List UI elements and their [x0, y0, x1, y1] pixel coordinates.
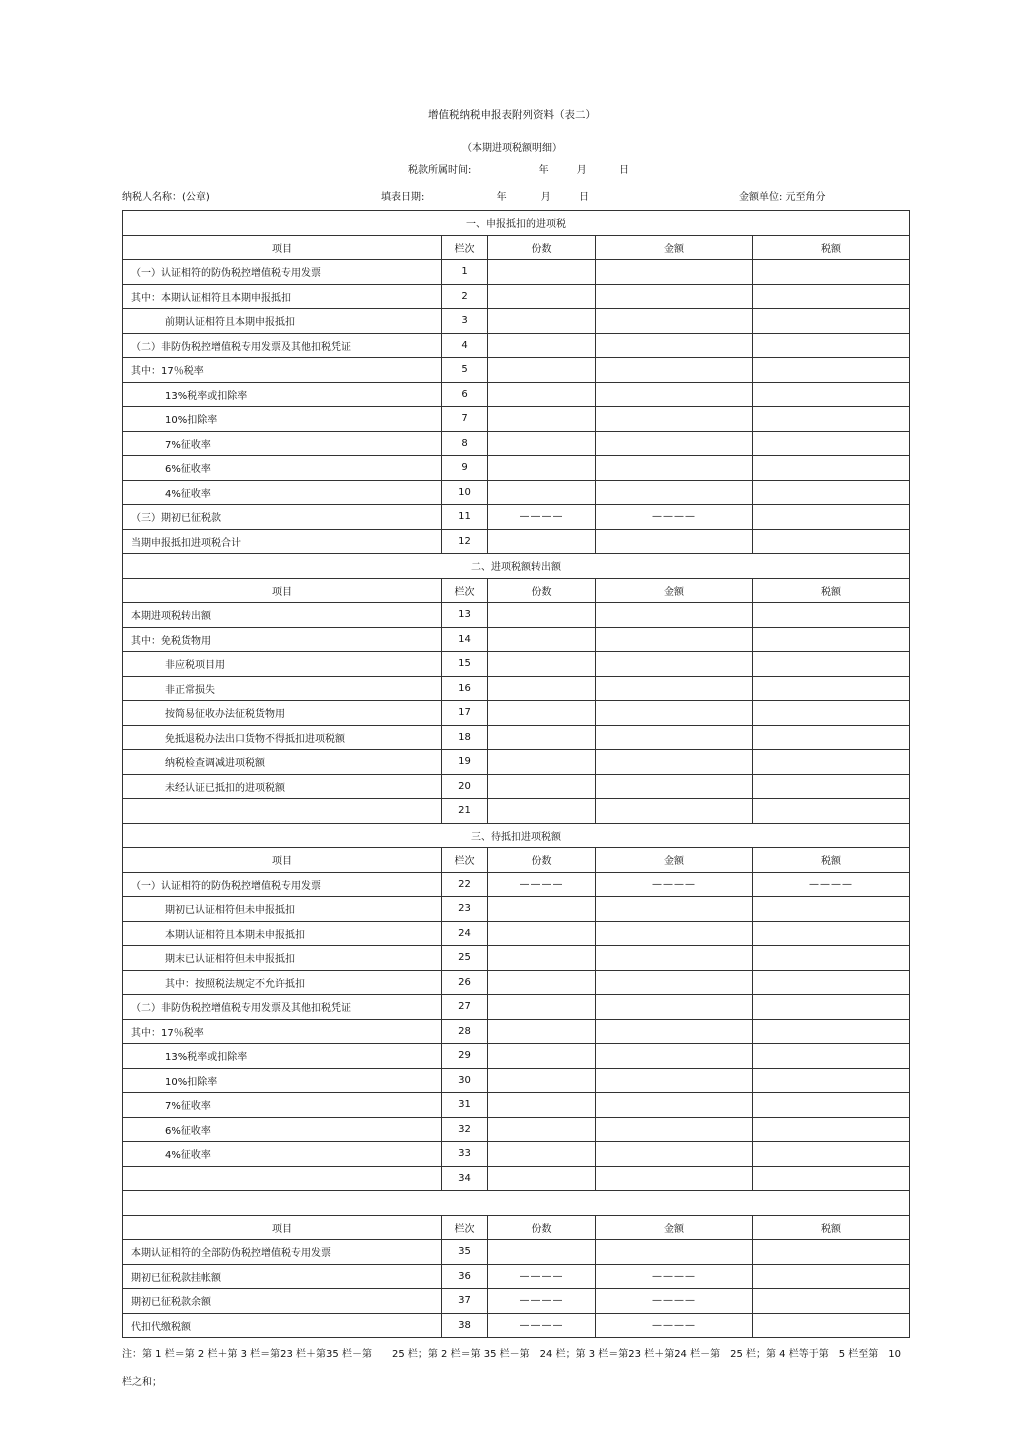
row-line-number: 10 [442, 480, 488, 505]
row-item-label: 10%扣除率 [123, 407, 442, 432]
cell-count-input[interactable] [488, 725, 596, 750]
cell-count-input[interactable] [488, 774, 596, 799]
column-header-tax: 税额 [753, 1215, 910, 1240]
column-header-count: 份数 [488, 848, 596, 873]
cell-amount-input[interactable] [596, 529, 753, 554]
cell-count-na: ———— [488, 1313, 596, 1338]
row-item-label: （二）非防伪税控增值税专用发票及其他扣税凭证 [123, 995, 442, 1020]
row-item-label [123, 1166, 442, 1191]
cell-amount-input[interactable] [596, 652, 753, 677]
row-line-number: 2 [442, 284, 488, 309]
cell-tax-input[interactable] [753, 284, 910, 309]
column-header-amount: 金额 [596, 235, 753, 260]
cell-count-input[interactable] [488, 1044, 596, 1069]
form-subtitle: （本期进项税额明细） [462, 143, 562, 154]
row-line-number: 36 [442, 1264, 488, 1289]
cell-tax-input[interactable] [753, 480, 910, 505]
cell-amount-na: ———— [596, 1313, 753, 1338]
cell-tax-input[interactable] [753, 921, 910, 946]
row-line-number: 18 [442, 725, 488, 750]
cell-count-input[interactable] [488, 799, 596, 824]
column-header-tax: 税额 [753, 578, 910, 603]
table-row [123, 431, 910, 456]
section-header-row [123, 823, 910, 848]
cell-tax-input[interactable] [753, 407, 910, 432]
cell-count-input[interactable] [488, 407, 596, 432]
cell-count-input[interactable] [488, 529, 596, 554]
row-line-number: 1 [442, 260, 488, 285]
table-row [123, 872, 910, 897]
table-row [123, 309, 910, 334]
table-row [123, 529, 910, 554]
table-row [123, 284, 910, 309]
table-row [123, 921, 910, 946]
cell-amount-input[interactable] [596, 970, 753, 995]
column-header-row [123, 1215, 910, 1240]
cell-tax-input[interactable] [753, 431, 910, 456]
column-header-amount: 金额 [596, 578, 753, 603]
fill-date [381, 188, 589, 203]
row-item-label [123, 799, 442, 824]
table-row [123, 652, 910, 677]
row-line-number: 3 [442, 309, 488, 334]
cell-count-input[interactable] [488, 627, 596, 652]
row-item-label: 6%征收率 [123, 1117, 442, 1142]
cell-amount-input[interactable] [596, 456, 753, 481]
row-item-label: 10%扣除率 [123, 1068, 442, 1093]
period-year: 年 [538, 165, 549, 176]
row-line-number: 15 [442, 652, 488, 677]
column-header-tax: 税额 [753, 235, 910, 260]
section-header-row [123, 554, 910, 579]
row-line-number: 4 [442, 333, 488, 358]
section-title: 二、进项税额转出额 [123, 554, 910, 579]
table-row [123, 603, 910, 628]
form-title: 增值税纳税申报表附列资料（表二） [428, 109, 596, 121]
row-line-number: 32 [442, 1117, 488, 1142]
cell-amount-na: ———— [596, 1264, 753, 1289]
cell-amount-input[interactable] [596, 1068, 753, 1093]
table-row [123, 1142, 910, 1167]
row-item-label: 前期认证相符且本期申报抵扣 [123, 309, 442, 334]
fill-date-label: 填表日期: [381, 192, 425, 203]
cell-count-input[interactable] [488, 652, 596, 677]
cell-amount-input[interactable] [596, 382, 753, 407]
cell-tax-input[interactable] [753, 1166, 910, 1191]
table-row [123, 1289, 910, 1314]
row-item-label: 其中：本期认证相符且本期申报抵扣 [123, 284, 442, 309]
cell-count-input[interactable] [488, 333, 596, 358]
cell-count-input[interactable] [488, 456, 596, 481]
table-row [123, 358, 910, 383]
cell-amount-input[interactable] [596, 1166, 753, 1191]
row-line-number: 37 [442, 1289, 488, 1314]
row-line-number: 25 [442, 946, 488, 971]
cell-tax-input[interactable] [753, 995, 910, 1020]
form-note: 注：第 1 栏＝第 2 栏＋第 3 栏＝第23 栏＋第35 栏－第 25 栏；第 2 栏＝第 35 栏－第 24 栏；第 3 栏＝第23 栏＋第24 栏－第 25 栏；第 4 栏等于第 5 栏至第 10 栏之和； [122, 1349, 901, 1388]
column-header-item: 项目 [123, 848, 442, 873]
row-line-number: 16 [442, 676, 488, 701]
table-row [123, 505, 910, 530]
cell-amount-input[interactable] [596, 407, 753, 432]
row-line-number: 19 [442, 750, 488, 775]
section-header-row [123, 1191, 910, 1216]
table-row [123, 799, 910, 824]
cell-count-input[interactable] [488, 382, 596, 407]
column-header-row [123, 578, 910, 603]
row-item-label: 7%征收率 [123, 1093, 442, 1118]
row-item-label: 本期认证相符且本期未申报抵扣 [123, 921, 442, 946]
cell-tax-input[interactable] [753, 1264, 910, 1289]
cell-amount-input[interactable] [596, 260, 753, 285]
cell-tax-input[interactable] [753, 946, 910, 971]
table-row [123, 946, 910, 971]
column-header-count: 份数 [488, 578, 596, 603]
cell-amount-input[interactable] [596, 284, 753, 309]
table-row [123, 750, 910, 775]
period-month: 月 [576, 165, 587, 176]
table-row [123, 1019, 910, 1044]
cell-amount-input[interactable] [596, 799, 753, 824]
row-line-number: 14 [442, 627, 488, 652]
cell-tax-input[interactable] [753, 1240, 910, 1265]
cell-count-input[interactable] [488, 750, 596, 775]
table-row [123, 970, 910, 995]
cell-count-input[interactable] [488, 946, 596, 971]
column-header-amount: 金额 [596, 848, 753, 873]
row-line-number: 35 [442, 1240, 488, 1265]
column-header-line: 栏次 [442, 578, 488, 603]
cell-amount-input[interactable] [596, 431, 753, 456]
row-item-label: 免抵退税办法出口货物不得抵扣进项税额 [123, 725, 442, 750]
row-item-label: 按简易征收办法征税货物用 [123, 701, 442, 726]
cell-amount-input[interactable] [596, 774, 753, 799]
row-item-label: 期初已认证相符但未申报抵扣 [123, 897, 442, 922]
table-row [123, 1044, 910, 1069]
row-line-number: 6 [442, 382, 488, 407]
cell-amount-input[interactable] [596, 725, 753, 750]
cell-amount-input[interactable] [596, 1240, 753, 1265]
cell-amount-input[interactable] [596, 921, 753, 946]
row-line-number: 28 [442, 1019, 488, 1044]
column-header-item: 项目 [123, 1215, 442, 1240]
cell-tax-input[interactable] [753, 505, 910, 530]
row-item-label: 7%征收率 [123, 431, 442, 456]
cell-tax-input[interactable] [753, 1019, 910, 1044]
column-header-item: 项目 [123, 235, 442, 260]
row-item-label: 代扣代缴税额 [123, 1313, 442, 1338]
table-row [123, 260, 910, 285]
cell-tax-input[interactable] [753, 1289, 910, 1314]
row-item-label: 未经认证已抵扣的进项税额 [123, 774, 442, 799]
cell-tax-input[interactable] [753, 1313, 910, 1338]
cell-tax-input[interactable] [753, 652, 910, 677]
cell-tax-input[interactable] [753, 1117, 910, 1142]
row-item-label: 本期进项税转出额 [123, 603, 442, 628]
period-day: 日 [618, 165, 629, 176]
cell-count-na: ———— [488, 1289, 596, 1314]
cell-tax-input[interactable] [753, 333, 910, 358]
cell-tax-input[interactable] [753, 897, 910, 922]
cell-amount-input[interactable] [596, 1117, 753, 1142]
row-line-number: 34 [442, 1166, 488, 1191]
row-item-label: 纳税检查调减进项税额 [123, 750, 442, 775]
row-line-number: 38 [442, 1313, 488, 1338]
cell-count-input[interactable] [488, 358, 596, 383]
cell-tax-input[interactable] [753, 750, 910, 775]
cell-amount-input[interactable] [596, 1142, 753, 1167]
column-header-line: 栏次 [442, 848, 488, 873]
table-row [123, 1166, 910, 1191]
table-row [123, 1313, 910, 1338]
row-line-number: 31 [442, 1093, 488, 1118]
cell-count-input[interactable] [488, 431, 596, 456]
cell-amount-input[interactable] [596, 1019, 753, 1044]
row-line-number: 23 [442, 897, 488, 922]
cell-count-input[interactable] [488, 676, 596, 701]
cell-count-input[interactable] [488, 1117, 596, 1142]
fill-date-month: 月 [540, 192, 551, 203]
column-header-amount: 金额 [596, 1215, 753, 1240]
cell-tax-input[interactable] [753, 456, 910, 481]
cell-tax-input[interactable] [753, 774, 910, 799]
cell-amount-input[interactable] [596, 995, 753, 1020]
table-row [123, 407, 910, 432]
period-label: 税款所属时间: [408, 165, 472, 176]
table-row [123, 1240, 910, 1265]
cell-count-input[interactable] [488, 1166, 596, 1191]
cell-tax-input[interactable] [753, 701, 910, 726]
cell-amount-na: ———— [596, 1289, 753, 1314]
section-title: 三、待抵扣进项税额 [123, 823, 910, 848]
cell-count-input[interactable] [488, 1019, 596, 1044]
row-line-number: 8 [442, 431, 488, 456]
row-item-label: （一）认证相符的防伪税控增值税专用发票 [123, 260, 442, 285]
row-item-label: 13%税率或扣除率 [123, 1044, 442, 1069]
cell-tax-input[interactable] [753, 1044, 910, 1069]
row-item-label: （三）期初已征税款 [123, 505, 442, 530]
table-row [123, 333, 910, 358]
cell-count-na: ———— [488, 1264, 596, 1289]
cell-amount-na: ———— [596, 872, 753, 897]
row-item-label: 非正常损失 [123, 676, 442, 701]
row-line-number: 30 [442, 1068, 488, 1093]
table-row [123, 725, 910, 750]
cell-amount-input[interactable] [596, 701, 753, 726]
cell-count-input[interactable] [488, 603, 596, 628]
table-row [123, 897, 910, 922]
cell-tax-input[interactable] [753, 603, 910, 628]
row-item-label: （一）认证相符的防伪税控增值税专用发票 [123, 872, 442, 897]
column-header-tax: 税额 [753, 848, 910, 873]
row-item-label: 4%征收率 [123, 480, 442, 505]
table-row [123, 1264, 910, 1289]
column-header-line: 栏次 [442, 235, 488, 260]
cell-tax-na: ———— [753, 872, 910, 897]
row-item-label: 期初已征税款挂帐额 [123, 1264, 442, 1289]
table-row [123, 627, 910, 652]
table-row [123, 701, 910, 726]
currency-unit: 金额单位: 元至角分 [739, 192, 826, 203]
section-title: 一、申报抵扣的进项税 [123, 211, 910, 236]
table-row [123, 456, 910, 481]
cell-amount-input[interactable] [596, 333, 753, 358]
row-line-number: 27 [442, 995, 488, 1020]
section-header-row [123, 211, 910, 236]
cell-amount-na: ———— [596, 505, 753, 530]
cell-tax-input[interactable] [753, 1142, 910, 1167]
column-header-count: 份数 [488, 235, 596, 260]
row-line-number: 24 [442, 921, 488, 946]
row-line-number: 11 [442, 505, 488, 530]
cell-count-na: ———— [488, 505, 596, 530]
row-item-label: 本期认证相符的全部防伪税控增值税专用发票 [123, 1240, 442, 1265]
cell-amount-input[interactable] [596, 897, 753, 922]
row-item-label: 6%征收率 [123, 456, 442, 481]
cell-count-input[interactable] [488, 284, 596, 309]
cell-tax-input[interactable] [753, 1093, 910, 1118]
row-line-number: 9 [442, 456, 488, 481]
cell-count-input[interactable] [488, 480, 596, 505]
fill-date-year: 年 [496, 192, 507, 203]
table-row [123, 1068, 910, 1093]
cell-tax-input[interactable] [753, 529, 910, 554]
row-item-label: 期初已征税款余额 [123, 1289, 442, 1314]
cell-tax-input[interactable] [753, 970, 910, 995]
row-line-number: 12 [442, 529, 488, 554]
taxpayer-name-label: 纳税人名称：(公章) [122, 192, 210, 203]
tax-period [408, 161, 629, 176]
table-row [123, 1117, 910, 1142]
table-row [123, 774, 910, 799]
cell-amount-input[interactable] [596, 676, 753, 701]
cell-tax-input[interactable] [753, 627, 910, 652]
row-item-label: 其中：免税货物用 [123, 627, 442, 652]
cell-amount-input[interactable] [596, 309, 753, 334]
row-item-label: 当期申报抵扣进项税合计 [123, 529, 442, 554]
row-line-number: 22 [442, 872, 488, 897]
cell-tax-input[interactable] [753, 260, 910, 285]
cell-tax-input[interactable] [753, 676, 910, 701]
row-item-label: 其中：17％税率 [123, 1019, 442, 1044]
row-item-label: 13%税率或扣除率 [123, 382, 442, 407]
cell-count-input[interactable] [488, 921, 596, 946]
table-row [123, 382, 910, 407]
column-header-line: 栏次 [442, 1215, 488, 1240]
cell-count-input[interactable] [488, 1240, 596, 1265]
row-line-number: 20 [442, 774, 488, 799]
section-title [123, 1191, 910, 1216]
cell-tax-input[interactable] [753, 358, 910, 383]
cell-tax-input[interactable] [753, 309, 910, 334]
row-line-number: 13 [442, 603, 488, 628]
row-item-label: 4%征收率 [123, 1142, 442, 1167]
cell-amount-input[interactable] [596, 1044, 753, 1069]
row-line-number: 17 [442, 701, 488, 726]
cell-amount-input[interactable] [596, 1093, 753, 1118]
row-item-label: （二）非防伪税控增值税专用发票及其他扣税凭证 [123, 333, 442, 358]
cell-count-input[interactable] [488, 970, 596, 995]
cell-tax-input[interactable] [753, 1068, 910, 1093]
cell-amount-input[interactable] [596, 750, 753, 775]
cell-amount-input[interactable] [596, 946, 753, 971]
cell-amount-input[interactable] [596, 358, 753, 383]
cell-count-input[interactable] [488, 995, 596, 1020]
cell-count-input[interactable] [488, 1142, 596, 1167]
column-header-count: 份数 [488, 1215, 596, 1240]
fill-date-day: 日 [578, 192, 589, 203]
row-item-label: 其中：按照税法规定不允许抵扣 [123, 970, 442, 995]
column-header-row [123, 235, 910, 260]
cell-count-input[interactable] [488, 897, 596, 922]
row-line-number: 5 [442, 358, 488, 383]
table-row [123, 1093, 910, 1118]
row-item-label: 非应税项目用 [123, 652, 442, 677]
row-item-label: 期末已认证相符但未申报抵扣 [123, 946, 442, 971]
table-row [123, 676, 910, 701]
cell-tax-input[interactable] [753, 799, 910, 824]
cell-count-input[interactable] [488, 260, 596, 285]
row-line-number: 21 [442, 799, 488, 824]
cell-amount-input[interactable] [596, 480, 753, 505]
row-line-number: 26 [442, 970, 488, 995]
cell-count-input[interactable] [488, 309, 596, 334]
cell-count-input[interactable] [488, 701, 596, 726]
table-row [123, 480, 910, 505]
input-tax-table [122, 210, 910, 1338]
row-line-number: 7 [442, 407, 488, 432]
cell-count-input[interactable] [488, 1093, 596, 1118]
row-line-number: 29 [442, 1044, 488, 1069]
column-header-row [123, 848, 910, 873]
row-item-label: 其中：17％税率 [123, 358, 442, 383]
cell-count-input[interactable] [488, 1068, 596, 1093]
cell-tax-input[interactable] [753, 725, 910, 750]
column-header-item: 项目 [123, 578, 442, 603]
cell-count-na: ———— [488, 872, 596, 897]
row-line-number: 33 [442, 1142, 488, 1167]
cell-amount-input[interactable] [596, 603, 753, 628]
cell-tax-input[interactable] [753, 382, 910, 407]
cell-amount-input[interactable] [596, 627, 753, 652]
table-row [123, 995, 910, 1020]
